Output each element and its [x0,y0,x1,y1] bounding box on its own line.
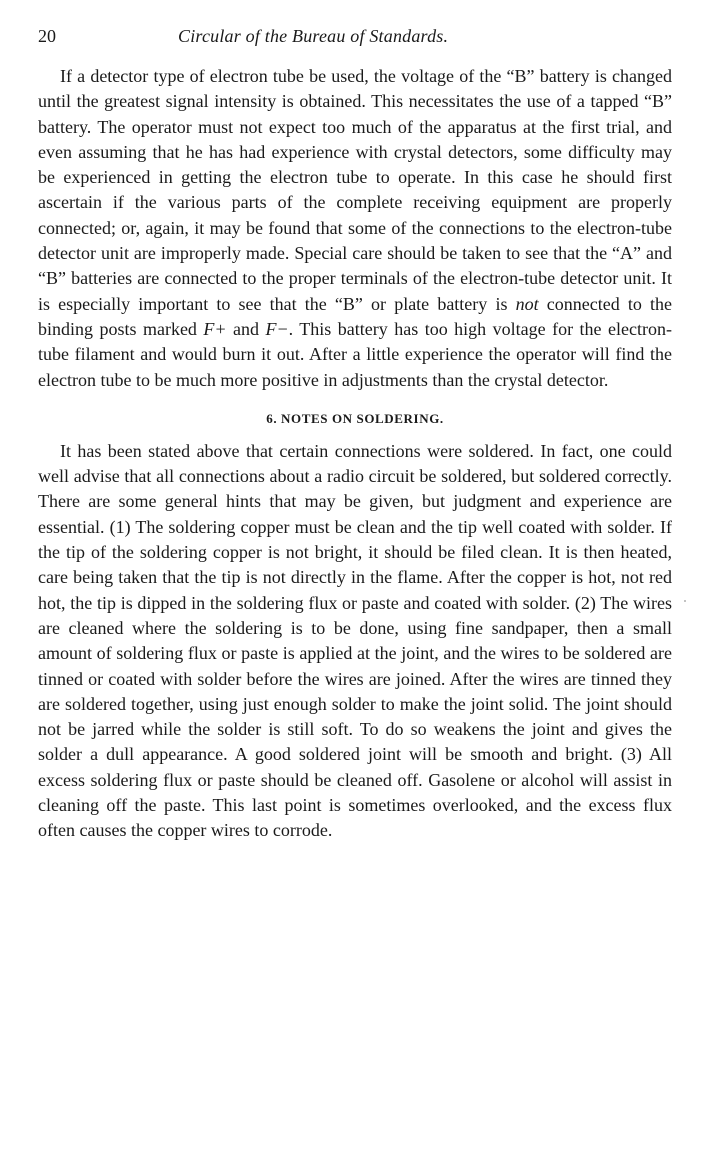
terminal-label-f-minus: F− [265,318,289,339]
terminal-label-f-plus: F+ [203,318,227,339]
emphasized-word: not [515,293,539,314]
running-title: Circular of the Bureau of Standards. [178,26,449,46]
document-page [38,22,672,844]
scan-speck [684,600,686,602]
paragraph-text: connected to the binding posts marked [38,293,672,339]
running-head [38,22,672,50]
paragraph-text: and [226,318,266,339]
section-heading: 6. NOTES ON SOLDERING. [266,410,444,426]
body-paragraph-soldering: It has been stated above that certain connections were soldered. In fact, one could well advise that all connections about a radio circuit be soldered, but soldered correctly. There are some general hints that may be given, but judgment and experience are essential. (1) The soldering copper must be clean and the tip well coated with solder. If the tip of the soldering copper is not bright, it should be filed clean. It is then heated, care being taken that the tip is not directly in the flame. After the copper is hot, not red hot, the tip is dipped in the soldering flux or paste and coated with solder. (2) The wires are cleaned where the soldering is to be done, using fine sandpaper, then a small amount of soldering flux or paste is applied at the joint, and the wires to be soldered are tinned or coated with solder before the wires are joined. After the wires are tinned they are soldered together, using just enough solder to make the joint solid. The joint should not be jarred while the solder is still soft. To do so weakens the joint and gives the solder a dull appearance. A good soldered joint will be smooth and bright. (3) All excess soldering flux or paste should be cleaned off. Gasolene or alcohol will assist in cleaning off the paste. This last point is sometimes overlooked, and the excess flux often causes the copper wires to corrode. [38,440,672,841]
paragraph-text: If a detector type of electron tube be used, the voltage of the “B” battery is changed until the greatest signal intensity is obtained. This necessitates the use of a tapped “B” battery. The operator must not expect too much of the apparatus at the first trial, and even assuming that he has had experience with crystal detectors, some difficulty may be experienced in getting the electron tube to operate. In this case he should first ascertain if the various parts of the complete receiving equipment are properly connected; or, again, it may be found that some of the connections to the electron-tube detector unit are improperly made. Special care should be taken to see that the “A” and “B” batteries are connected to the proper terminals of the electron-tube detector unit. It is especially important to see that the “B” or plate battery is [38,66,672,314]
body-paragraph-detector [38,64,672,393]
page-number: 20 [38,26,56,46]
paragraph-text: . This battery has too high voltage for the electron-tube filament and would burn it out. After a little experience the operator will find the electron tube to be much more positive in adjustments than the crystal detector. [38,318,672,390]
